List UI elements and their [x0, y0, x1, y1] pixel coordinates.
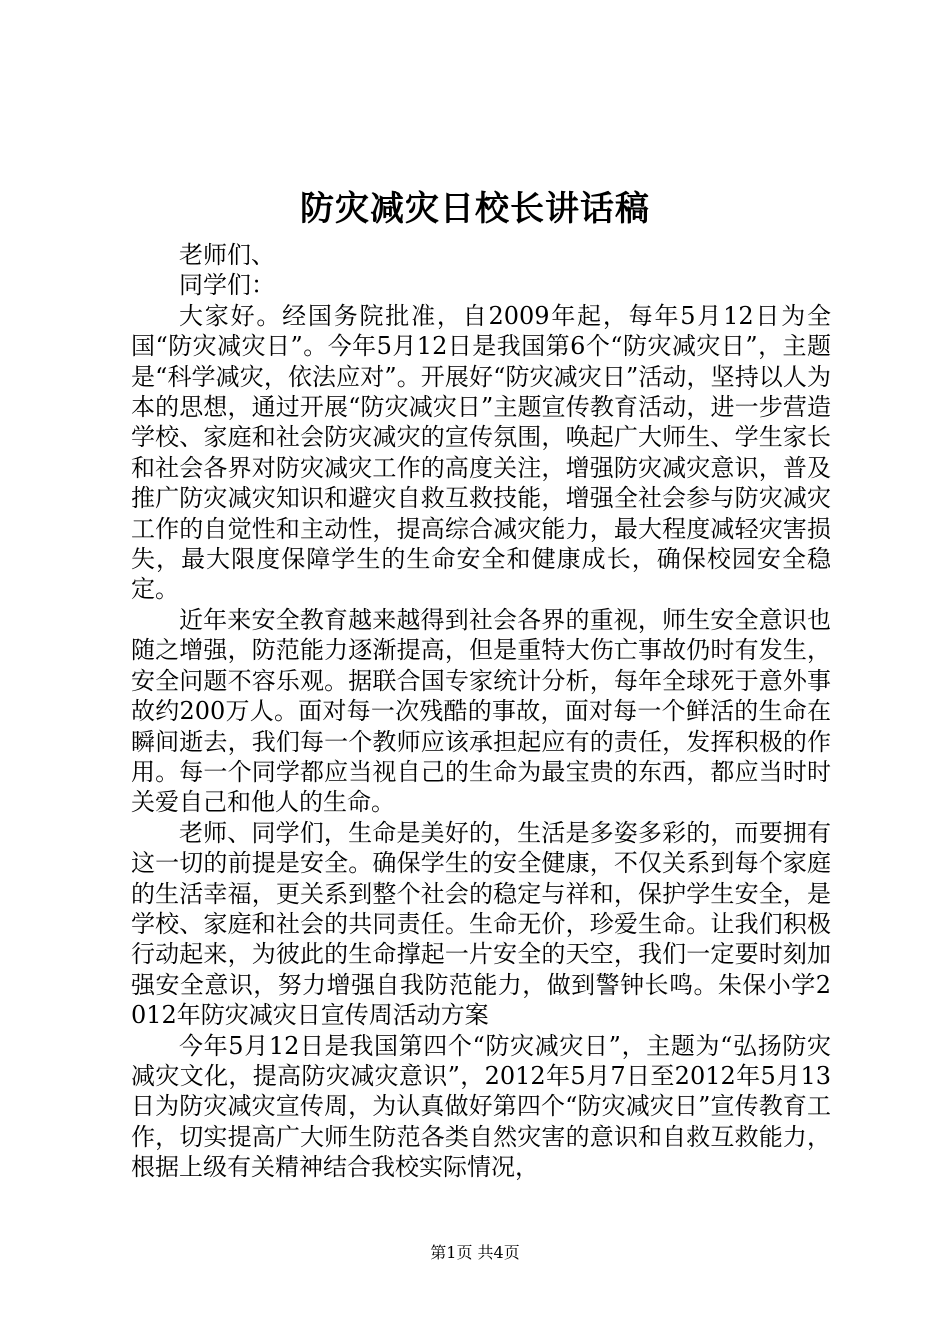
document-title: 防灾减灾日校长讲话稿	[300, 189, 650, 229]
document-body	[131, 240, 831, 1183]
body-paragraph: 大家好。经国务院批准，自2009年起，每年5月12日为全国“防灾减灾日”。今年5月12日是我国第6个“防灾减灾日”，主题是“科学减灾，依法应对”。开展好“防灾减灾日”活动，坚持以人为本的思想，通过开展“防灾减灾日”主题宣传教育活动，进一步营造学校、家庭和社会防灾减灾的宣传氛围，唤起广大师生、学生家长和社会各界对防灾减灾工作的高度关注，增强防灾减灾意识，普及推广防灾减灾知识和避灾自救互救技能，增强全社会参与防灾减灾工作的自觉性和主动性，提高综合减灾能力，最大程度减轻灾害损失，最大限度保障学生的生命安全和健康成长，确保校园安全稳定。	[131, 301, 831, 604]
salutation-line: 老师们、	[179, 241, 275, 269]
body-paragraph: 今年5月12日是我国第四个“防灾减灾日”，主题为“弘扬防灾减灾文化，提高防灾减灾意识”，2012年5月7日至2012年5月13日为防灾减灾宣传周，为认真做好第四个“防灾减灾日”宣传教育工作，切实提高广大师生防范各类自然灾害的意识和自救互救能力，根据上级有关精神结合我校实际情况，	[131, 1031, 831, 1182]
body-paragraph: 老师、同学们，生命是美好的，生活是多姿多彩的，而要拥有这一切的前提是安全。确保学生的安全健康，不仅关系到每个家庭的生活幸福，更关系到整个社会的稳定与祥和，保护学生安全，是学校、家庭和社会的共同责任。生命无价，珍爱生命。让我们积极行动起来，为彼此的生命撑起一片安全的天空，我们一定要时刻加强安全意识，努力增强自我防范能力，做到警钟长鸣。朱保小学2012年防灾减灾日宣传周活动方案	[131, 818, 831, 1030]
body-paragraph: 近年来安全教育越来越得到社会各界的重视，师生安全意识也随之增强，防范能力逐渐提高，但是重特大伤亡事故仍时有发生，安全问题不容乐观。据联合国专家统计分析，每年全球死于意外事故约200万人。面对每一次残酷的事故，面对每一个鲜活的生命在瞬间逝去，我们每一个教师应该承担起应有的责任，发挥积极的作用。每一个同学都应当视自己的生命为最宝贵的东西，都应当时时关爱自己和他人的生命。	[131, 605, 831, 817]
salutation-line: 同学们：	[179, 271, 275, 300]
page-footer: 第1页 共4页	[430, 1243, 520, 1262]
